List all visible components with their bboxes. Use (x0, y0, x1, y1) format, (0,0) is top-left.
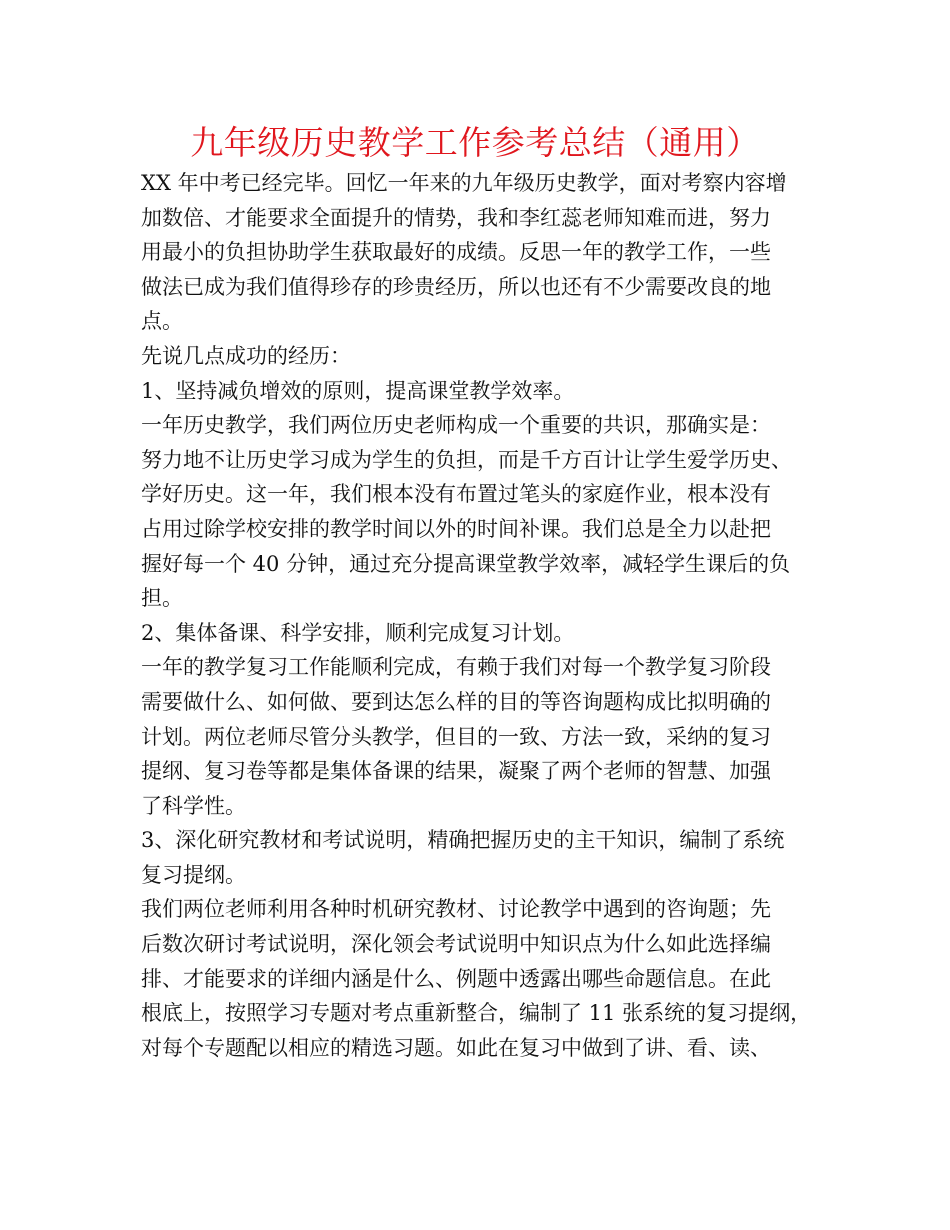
body-line: 握好每一个 40 分钟，通过充分提高课堂教学效率，减轻学生课后的负 (141, 551, 791, 576)
body-line: 我们两位老师利用各种时机研究教材、讨论教学中遇到的咨询题；先 (141, 897, 771, 922)
body-line: 1、坚持减负增效的原则，提高课堂教学效率。 (141, 378, 575, 403)
body-line: 提纲、复习卷等都是集体备课的结果，凝聚了两个老师的智慧、加强 (141, 759, 771, 784)
body-line: 复习提纲。 (141, 862, 246, 887)
body-line: 对每个专题配以相应的精选习题。如此在复习中做到了讲、看、读、 (141, 1035, 771, 1060)
body-line: XX 年中考已经完毕。回忆一年来的九年级历史教学，面对考察内容增 (141, 171, 787, 195)
body-line: 计划。两位老师尽管分头教学，但目的一致、方法一致，采纳的复习 (141, 724, 771, 749)
body-line: 点。 (141, 309, 183, 334)
body-line: 担。 (141, 586, 183, 611)
body-line: 做法已成为我们值得珍存的珍贵经历，所以也还有不少需要改良的地 (141, 274, 771, 299)
body-line: 学好历史。这一年，我们根本没有布置过笔头的家庭作业，根本没有 (141, 482, 771, 507)
body-line: 加数倍、才能要求全面提升的情势，我和李红蕊老师知难而进，努力 (141, 205, 771, 230)
body-line: 根底上，按照学习专题对考点重新整合，编制了 11 张系统的复习提纲， (141, 1001, 812, 1026)
body-line: 后数次研讨考试说明，深化领会考试说明中知识点为什么如此选择编 (141, 932, 771, 957)
body-line: 需要做什么、如何做、要到达怎么样的目的等咨询题构成比拟明确的 (141, 689, 771, 714)
body-line: 占用过除学校安排的教学时间以外的时间补课。我们总是全力以赴把 (141, 516, 771, 541)
body-line: 先说几点成功的经历： (141, 343, 351, 368)
body-line: 一年历史教学，我们两位历史老师构成一个重要的共识，那确实是： (141, 413, 771, 438)
body-line: 一年的教学复习工作能顺利完成，有赖于我们对每一个教学复习阶段 (141, 655, 771, 680)
body-line: 2、集体备课、科学安排，顺利完成复习计划。 (141, 620, 575, 645)
document-title: 九年级历史教学工作参考总结（通用） (190, 123, 760, 162)
document-body (141, 166, 821, 1065)
body-line: 3、深化研究教材和考试说明，精确把握历史的主干知识，编制了系统 (141, 828, 785, 853)
body-line: 排、才能要求的详细内涵是什么、例题中透露出哪些命题信息。在此 (141, 966, 771, 991)
body-line: 了科学性。 (141, 793, 246, 818)
body-line: 努力地不让历史学习成为学生的负担，而是千方百计让学生爱学历史、 (141, 447, 792, 472)
body-line: 用最小的负担协助学生获取最好的成绩。反思一年的教学工作，一些 (141, 240, 771, 265)
